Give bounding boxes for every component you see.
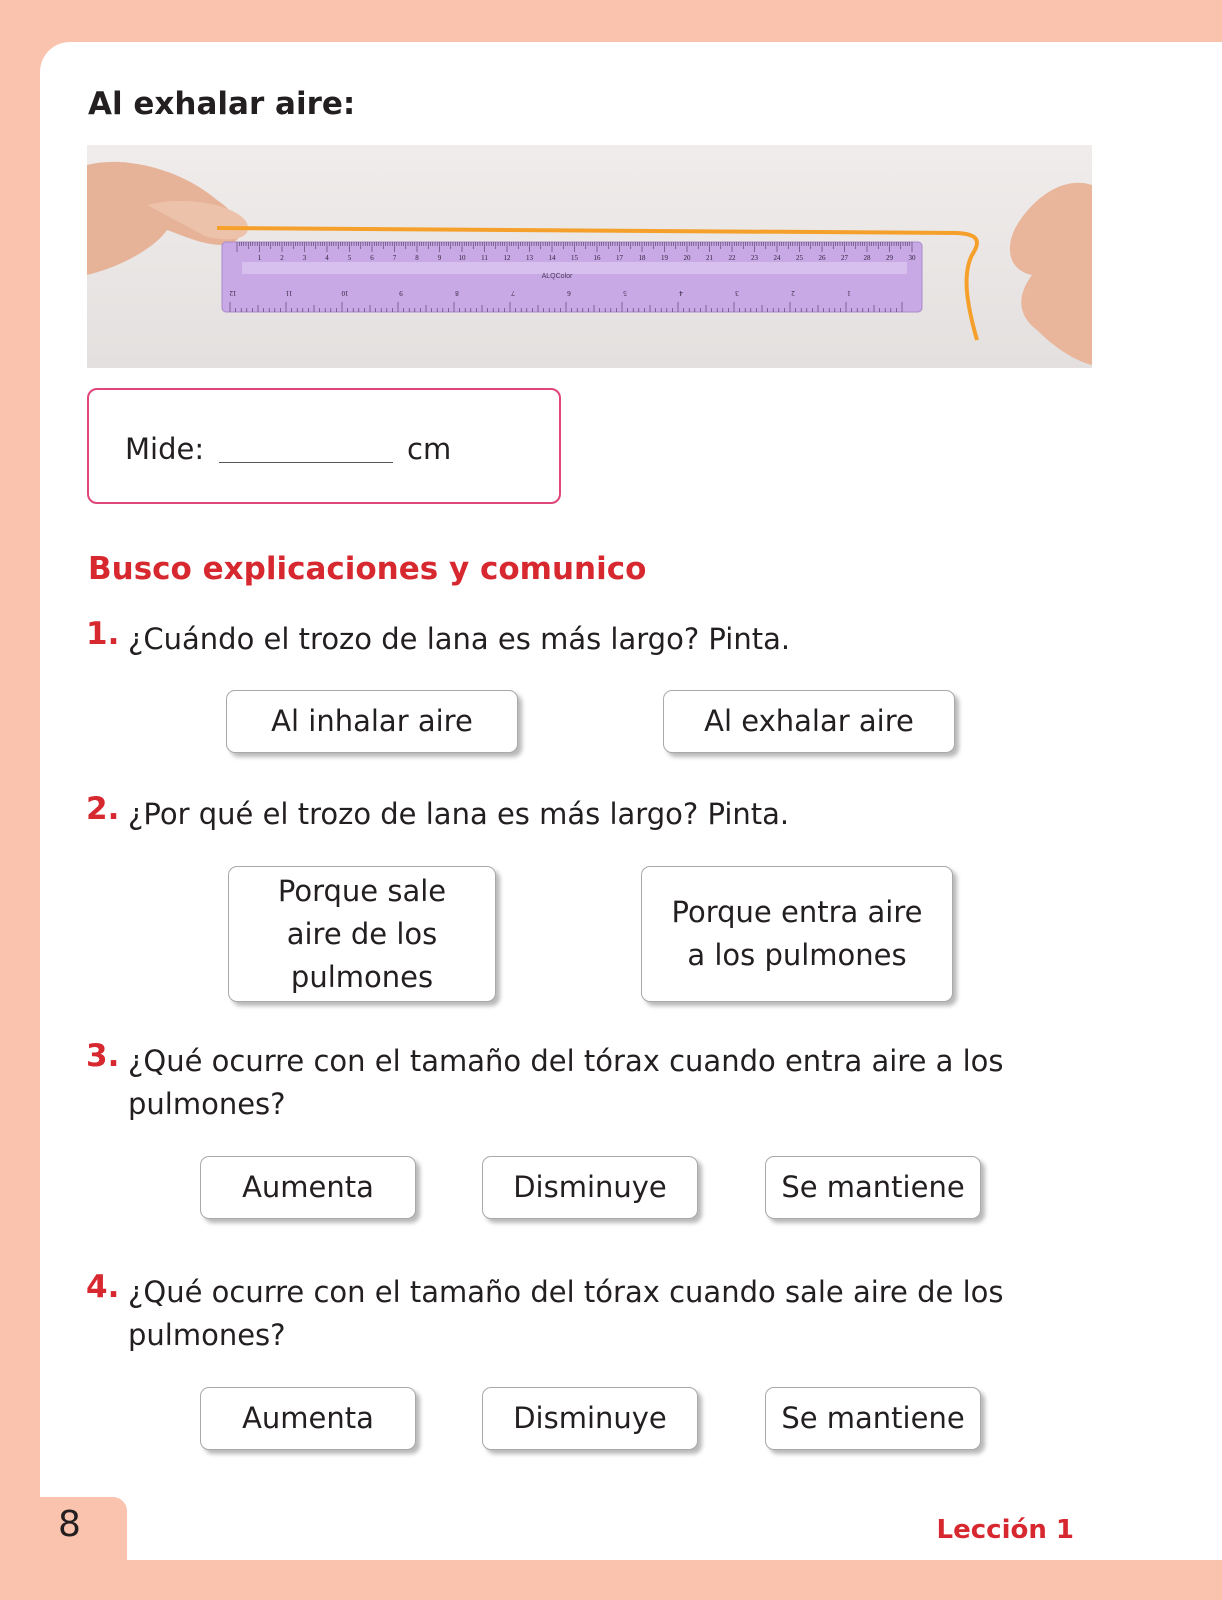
ruler-top-label: 12 (503, 254, 511, 262)
q4-option-stays-same[interactable]: Se mantiene (765, 1387, 981, 1450)
ruler-bottom-label: 1 (847, 289, 851, 297)
question-text-3: ¿Qué ocurre con el tamaño del tórax cuando entra aire a los pulmones? (128, 1044, 1004, 1121)
ruler-top-label: 20 (683, 254, 691, 262)
ruler-top-label: 7 (392, 254, 397, 262)
measure-box (87, 388, 561, 504)
ruler-top-label: 17 (616, 254, 623, 262)
ruler-bottom-label: 9 (399, 289, 403, 297)
ruler-top-label: 24 (773, 254, 781, 262)
ruler-top-label: 26 (818, 254, 826, 262)
ruler-top-label: 21 (706, 254, 713, 262)
ruler-top-label: 9 (437, 254, 442, 262)
ruler-top-label: 16 (593, 254, 601, 262)
ruler-top-label: 5 (347, 254, 352, 262)
q3-option-stays-same[interactable]: Se mantiene (765, 1156, 981, 1219)
ruler-photo (87, 145, 1092, 368)
ruler-top-label: 8 (415, 254, 419, 262)
lesson-label: Lección 1 (936, 1515, 1074, 1545)
ruler-top-label: 6 (370, 254, 374, 262)
ruler-top-label: 27 (841, 254, 848, 262)
ruler-bottom-label: 12 (229, 289, 237, 297)
measure-unit: cm (407, 432, 452, 466)
option-exhale-air[interactable]: Al exhalar aire (663, 690, 955, 753)
ruler-top-label: 15 (571, 254, 578, 262)
option-inhale-air[interactable]: Al inhalar aire (226, 690, 518, 753)
ruler-bottom-label: 10 (341, 289, 349, 297)
q4-option-decreases[interactable]: Disminuye (482, 1387, 698, 1450)
ruler (222, 242, 922, 312)
question-number-2: 2. (86, 791, 120, 827)
ruler-top-label: 1 (257, 254, 262, 262)
ruler-top-label: 23 (751, 254, 758, 262)
question-number-3: 3. (86, 1038, 120, 1074)
ruler-top-label: 4 (325, 254, 329, 262)
ruler-top-label: 18 (638, 254, 646, 262)
question-number-4: 4. (86, 1269, 120, 1305)
question-text-2: ¿Por qué el trozo de lana es más largo? Pinta. (128, 797, 790, 831)
question-text-1: ¿Cuándo el trozo de lana es más largo? Pinta. (128, 622, 791, 656)
ruler-top-label: 3 (302, 254, 307, 262)
question-number-1: 1. (86, 616, 120, 652)
ruler-top-label: 14 (548, 254, 556, 262)
ruler-top-label: 19 (661, 254, 668, 262)
ruler-bottom-label: 8 (455, 289, 459, 297)
ruler-slot (242, 262, 907, 274)
ruler-top-label: 11 (481, 254, 488, 262)
ruler-top-label: 25 (796, 254, 803, 262)
right-hand (1010, 183, 1092, 365)
page-number: 8 (58, 1504, 81, 1545)
ruler-illustration (87, 145, 1092, 368)
ruler-top-label: 2 (280, 254, 284, 262)
ruler-bottom-label: 5 (623, 289, 627, 297)
option-air-leaves-lungs[interactable]: Porque sale aire de los pulmones (228, 866, 496, 1002)
question-text-4: ¿Qué ocurre con el tamaño del tórax cuando sale aire de los pulmones? (128, 1275, 1004, 1352)
ruler-bottom-label: 7 (511, 289, 515, 297)
ruler-bottom-label: 4 (679, 289, 683, 297)
ruler-top-label: 22 (728, 254, 736, 262)
ruler-brand: ALQColor (541, 273, 573, 280)
exhale-heading: Al exhalar aire: (88, 86, 356, 122)
option-air-enters-lungs[interactable]: Porque entra aire a los pulmones (641, 866, 953, 1002)
ruler-bottom-label: 11 (285, 289, 293, 297)
measure-label: Mide: (125, 432, 205, 466)
ruler-top-label: 30 (908, 254, 916, 262)
ruler-top-label: 28 (863, 254, 871, 262)
measure-answer-line[interactable] (219, 462, 393, 463)
ruler-bottom-label: 2 (791, 289, 795, 297)
ruler-bottom-label: 3 (735, 289, 739, 297)
ruler-top-label: 10 (458, 254, 466, 262)
q3-option-decreases[interactable]: Disminuye (482, 1156, 698, 1219)
ruler-bottom-label: 6 (567, 289, 571, 297)
q3-option-increases[interactable]: Aumenta (200, 1156, 416, 1219)
q4-option-increases[interactable]: Aumenta (200, 1387, 416, 1450)
ruler-top-label: 29 (886, 254, 893, 262)
section-title: Busco explicaciones y comunico (88, 551, 647, 587)
ruler-top-label: 13 (526, 254, 533, 262)
